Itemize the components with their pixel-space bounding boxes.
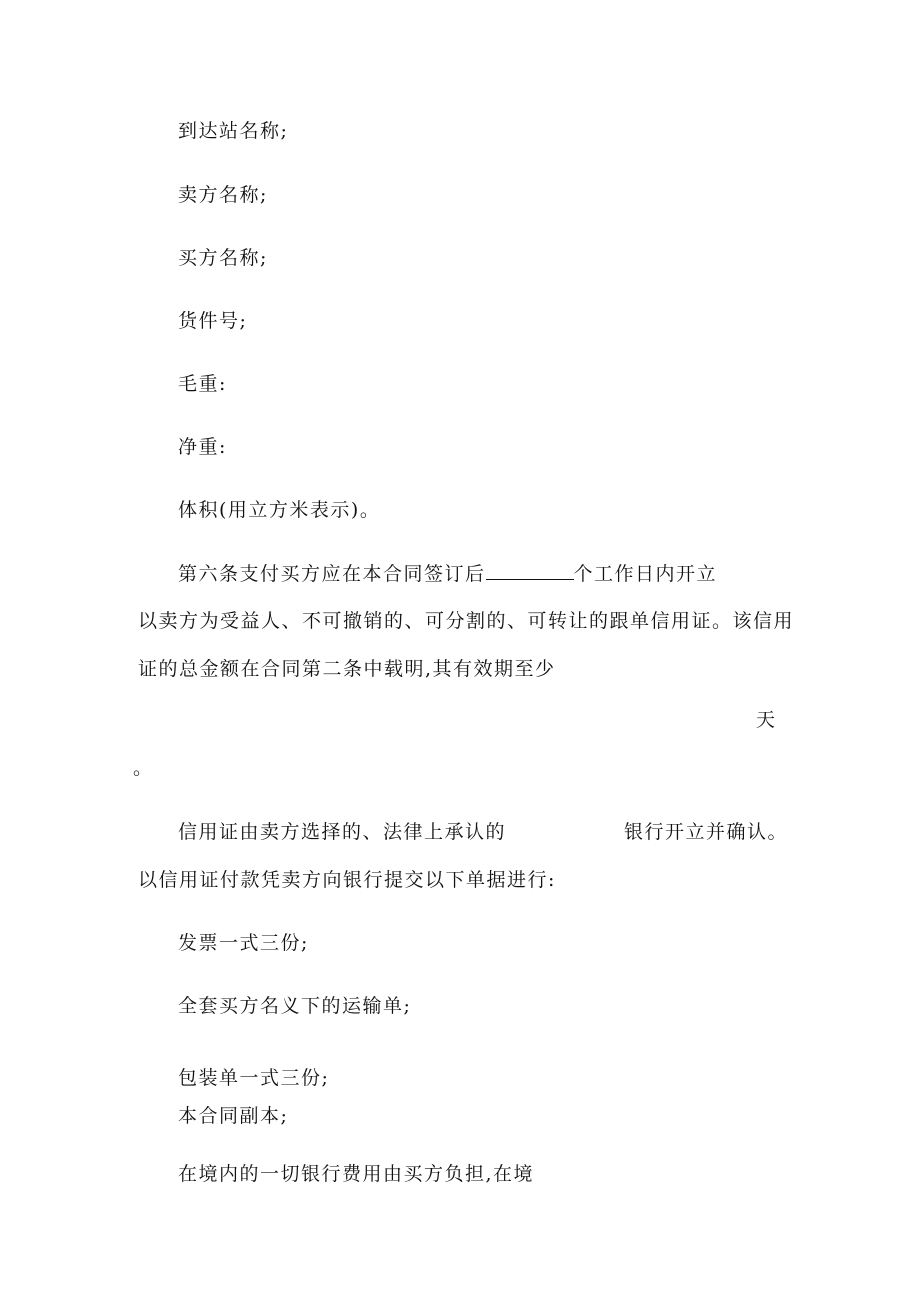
item-arrival-station: 到达站名称; [178, 120, 289, 142]
bank-line1 [178, 820, 788, 844]
bank-line2: 以信用证付款凭卖方向银行提交以下单据进行: [138, 869, 556, 891]
article6-period: 。 [133, 757, 154, 779]
item-cargo-number: 货件号; [178, 310, 248, 332]
doc-transport: 全套买方名义下的运输单; [178, 995, 412, 1017]
doc-packing: 包装单一式三份; [178, 1067, 330, 1089]
item-gross-weight: 毛重: [178, 373, 227, 395]
article6-line1 [178, 561, 717, 586]
article6-line3: 证的总金额在合同第二条中载明,其有效期至少 [138, 658, 556, 680]
article6-suffix: 个工作日内开立 [573, 563, 718, 585]
bank-prefix: 信用证由卖方选择的、法律上承认的 [178, 821, 507, 843]
item-buyer-name: 买方名称; [178, 247, 268, 269]
bank-suffix: 银行开立并确认。 [624, 821, 789, 843]
article6-prefix: 第六条支付买方应在本合同签订后 [178, 563, 486, 585]
item-net-weight: 净重: [178, 436, 227, 458]
article6-day: 天 [756, 709, 777, 731]
doc-invoice: 发票一式三份; [178, 932, 309, 954]
article6-line2: 以卖方为受益人、不可撤销的、可分割的、可转让的跟单信用证。该信用 [138, 610, 795, 632]
item-seller-name: 卖方名称; [178, 184, 268, 206]
item-volume: 体积(用立方米表示)。 [178, 499, 381, 521]
workdays-blank [486, 561, 574, 580]
fees-line: 在境内的一切银行费用由买方负担,在境 [178, 1163, 535, 1185]
doc-contract-copy: 本合同副本; [178, 1105, 289, 1127]
